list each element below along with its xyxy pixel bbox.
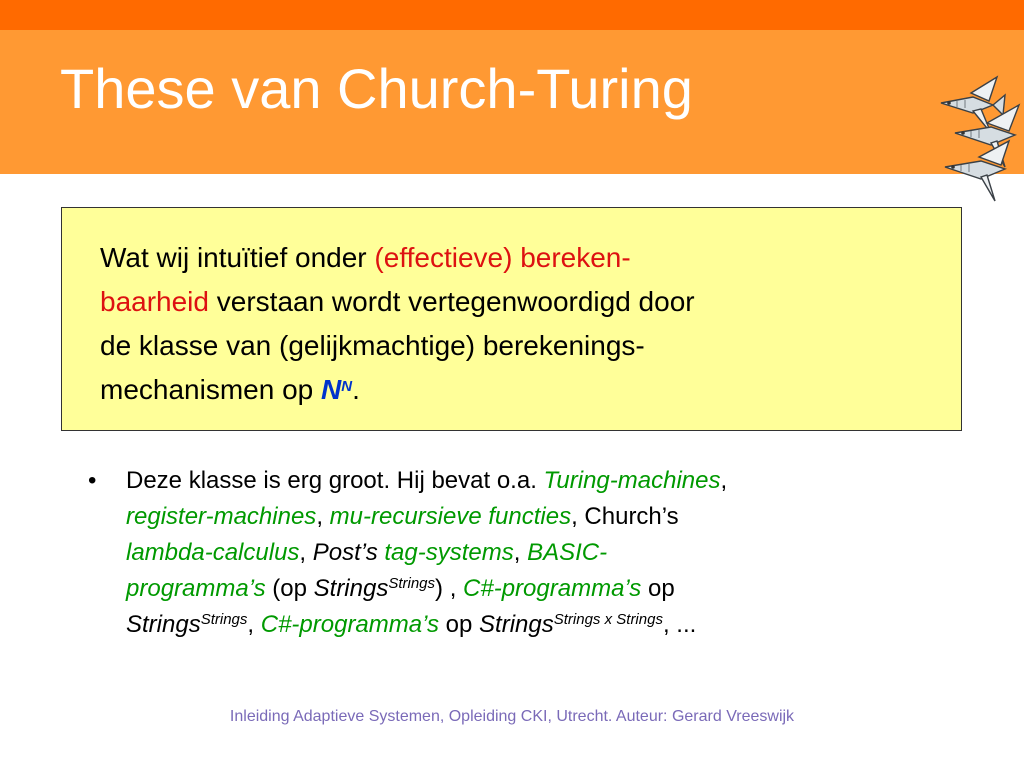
bullet-text: op <box>641 575 675 602</box>
term-turing-machines: Turing-machines <box>543 467 721 494</box>
slide-title: These van Church-Turing <box>60 57 693 120</box>
term-tag-systems: tag-systems <box>384 539 514 566</box>
definition-text-part: verstaan wordt vertegenwoordigd door <box>208 286 695 317</box>
bullet-marker: • <box>88 467 97 494</box>
bullet-text: , <box>513 539 528 566</box>
definition-text-part: de klasse van (gelijkmachtige) berekenings- <box>100 330 645 361</box>
highlight-computability-end: baarheid <box>100 286 209 317</box>
n-symbol: N <box>321 374 342 405</box>
term-basic-programs-end: programma’s <box>126 575 266 602</box>
header-top-strip <box>0 0 1024 30</box>
term-basic-programs: BASIC- <box>527 539 608 566</box>
strings-superscript: Strings <box>388 575 436 592</box>
bullet-text: (op <box>265 575 314 602</box>
term-mu-recursive-functions: mu-recursieve functies <box>329 503 572 530</box>
definition-box <box>61 207 962 431</box>
bullet-item <box>126 463 926 643</box>
term-strings: Strings <box>126 611 201 638</box>
flying-fish-icon <box>935 75 1024 205</box>
bullet-text: Deze klasse is erg groot. Hij bevat o.a. <box>126 467 544 494</box>
strings-product-superscript: Strings x Strings <box>553 611 663 628</box>
definition-text-part: Wat wij intuïtief onder <box>100 242 375 273</box>
definition-text <box>100 236 900 412</box>
definition-period: . <box>352 374 360 405</box>
definition-text-part: mechanismen op <box>100 374 322 405</box>
bullet-text: , <box>316 503 330 530</box>
term-strings: Strings <box>479 611 554 638</box>
bullet-text: , Church’s <box>571 503 679 530</box>
term-posts: Post’s <box>312 539 378 566</box>
bullet-text: , <box>720 467 728 494</box>
n-superscript: N <box>341 378 353 395</box>
term-strings: Strings <box>313 575 389 602</box>
bullet-text: , ... <box>662 611 697 638</box>
bullet-text: , <box>247 611 261 638</box>
term-csharp-programs: C#-programma’s <box>260 611 440 638</box>
highlight-computability: (effectieve) bereken- <box>374 242 631 273</box>
term-csharp-programs: C#-programma’s <box>463 575 642 602</box>
bullet-text: op <box>439 611 480 638</box>
strings-superscript: Strings <box>200 611 248 628</box>
slide-footer: Inleiding Adaptieve Systemen, Opleiding CKI, Utrecht. Auteur: Gerard Vreeswijk <box>229 708 795 725</box>
bullet-text: ) , <box>435 575 464 602</box>
term-lambda-calculus: lambda-calculus <box>126 539 300 566</box>
bullet-text: , <box>299 539 313 566</box>
term-register-machines: register-machines <box>126 503 317 530</box>
